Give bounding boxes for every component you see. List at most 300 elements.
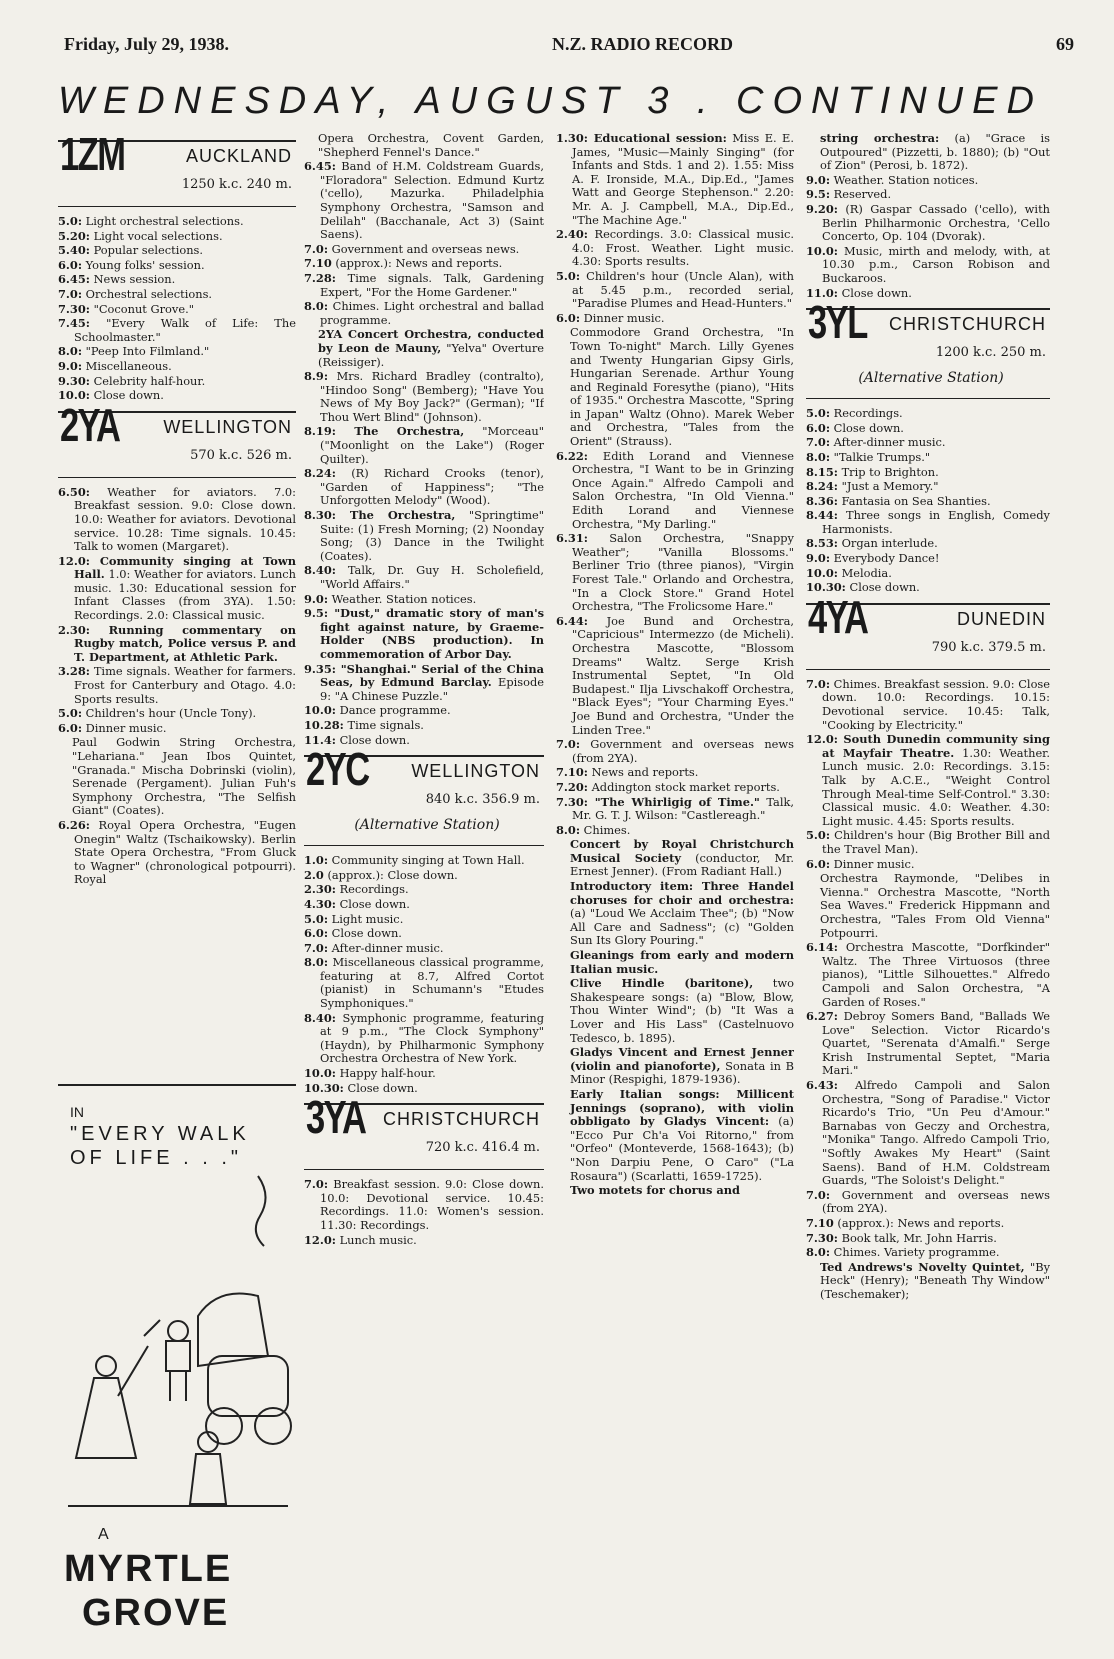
- programme-entry: [304, 719, 544, 733]
- entry-time: 1.30:: [556, 132, 588, 145]
- programme-entry: [806, 1261, 1050, 1302]
- programme-entry: [58, 736, 296, 818]
- entry-time: 1.0:: [304, 853, 329, 868]
- entry-time: 5.0:: [58, 706, 83, 721]
- programme-entry: [304, 854, 544, 868]
- programme-entry: [806, 436, 1050, 450]
- entry-text: "By Heck" (Henry); "Beneath Thy Window" (Teschemaker);: [820, 1259, 1050, 1301]
- station-frequency: 570 k.c. 526 m.: [190, 447, 292, 463]
- entry-time: 4.30:: [304, 896, 336, 911]
- programme-entry: [304, 607, 544, 661]
- entry-bold: South Dunedin community sing at Mayfair Theatre.: [822, 732, 1050, 760]
- entry-text: "Springtime" Suite: (1) Fresh Morning; (2) Noonday Song; (3) Dance in the Twilight (Coates).: [320, 508, 544, 563]
- entry-text: "Just a Memory.": [837, 479, 939, 494]
- entry-bold: Early Italian songs: Millicent Jennings (soprano), with violin obbligato by Gladys Vincent:: [570, 1086, 794, 1129]
- entry-time: 7.20:: [556, 779, 588, 794]
- programme-entry: [556, 132, 794, 227]
- programme-entry: [806, 1189, 1050, 1216]
- entry-bold: Two motets for chorus and: [570, 1183, 740, 1198]
- entry-time: 8.0:: [806, 1245, 831, 1260]
- programme-entry: [304, 1178, 544, 1232]
- entry-time: 7.45:: [58, 316, 90, 331]
- station-box: [806, 296, 1050, 399]
- entry-text: Mrs. Richard Bradley (contralto), "Hindoo Song" (Bemberg); "Have You News of My Boy Jack?" (German); "If Thou Wert Blind" (Johnson).: [320, 369, 544, 424]
- entry-text: Dinner music.: [830, 856, 915, 871]
- entry-time: 7.30:: [58, 301, 90, 316]
- programme-entry: [556, 977, 794, 1045]
- entry-time: 2.40:: [556, 227, 588, 242]
- programme-entry: [58, 486, 296, 554]
- programme-list: [304, 1178, 544, 1247]
- programme-entry: [304, 1234, 544, 1248]
- programme-entry: [58, 303, 296, 317]
- entry-time: 6.0:: [806, 420, 831, 435]
- entry-time: 9.5:: [806, 187, 831, 202]
- entry-time: 8.0:: [806, 449, 831, 464]
- entry-time: 8.30:: [304, 508, 336, 523]
- programme-entry: [58, 215, 296, 229]
- entry-time: 5.40:: [58, 243, 90, 258]
- entry-time: 9.20:: [806, 201, 838, 216]
- entry-text: Sonata in B Minor (Respighi, 1879-1936).: [570, 1058, 794, 1087]
- programme-entry: [304, 1012, 544, 1066]
- entry-text: "Talkie Trumps.": [830, 449, 931, 464]
- entry-text: Symphonic programme, featuring at 9 p.m., "The Clock Symphony" (Haydn), by Philharmonic Symphony Orchestra Orchestra of New York.: [320, 1010, 544, 1066]
- entry-text: Light orchestral selections.: [82, 214, 244, 228]
- entry-text: Music, mirth and melody, with, at 10.30 p.m., Carson Robison and Buckaroos.: [822, 243, 1050, 285]
- entry-text: Children's hour (Uncle Tony).: [82, 706, 257, 721]
- programme-entry: [556, 796, 794, 823]
- programme-entry: [304, 956, 544, 1010]
- entry-text: Opera Orchestra, Covent Garden, "Shepherd Fennel's Dance.": [318, 132, 544, 159]
- entry-time: 6.22:: [556, 448, 588, 463]
- entry-time: 6.43:: [806, 1078, 838, 1093]
- entry-time: 12.0:: [304, 1232, 336, 1247]
- programme-entry: [806, 451, 1050, 465]
- entry-text: Paul Godwin String Orchestra, "Lehariana." Jean Ibos Quintet, "Granada." Mischa Dobrinski (violin), Serenade (Pergament). Julian Fuh's Symphony Orchestra, "The Selfish Giant" (Coates).: [72, 735, 296, 818]
- programme-entry: [806, 941, 1050, 1009]
- entry-text: Edith Lorand and Viennese Orchestra, "I Want to be in Grinzing Once Again." Alfredo Campoli and Salon Orchestra, "In Old Vienna." Edith Lorand and Viennese Orchestra, "My Darling.": [572, 448, 794, 531]
- entry-time: 8.44:: [806, 508, 838, 523]
- entry-text: (R) Gaspar Cassado ('cello), with Berlin Philharmonic Orchestra, 'Cello Concerto, Op. 104 (Dvorak).: [822, 201, 1050, 244]
- programme-entry: [556, 450, 794, 532]
- programme-entry: [304, 869, 544, 883]
- entry-bold: Community singing at Town Hall.: [74, 553, 296, 582]
- entry-text: Commodore Grand Orchestra, "In Town To-night" March. Lilly Gyenes and Twenty Hungarian Gipsy Girls, Hungarian Serenade. Arthur Young and Reginald Foresythe (piano), "Hits of 1935." Orchestra Mascotte, "Spring in Japan" Waltz (Ohno). Marek Weber and Orchestra, "Tales from the Orient" (Strauss).: [570, 325, 794, 449]
- column-2: [304, 132, 544, 1652]
- programme-entry: [806, 407, 1050, 421]
- entry-time: 3.28:: [58, 664, 90, 679]
- entry-text: Recordings. 3.0: Classical music. 4.0: Frost. Weather. Light music. 4.30: Sports results.: [572, 227, 794, 269]
- programme-entry: [304, 898, 544, 912]
- ad-article: A: [98, 1526, 109, 1543]
- entry-time: 7.10: [304, 256, 332, 271]
- entry-text: News and reports.: [587, 765, 699, 780]
- entry-time: 7.0:: [806, 435, 831, 450]
- entry-bold: Introductory item: Three Handel choruses for choir and orchestra:: [570, 879, 794, 907]
- entry-bold: The Orchestra,: [335, 424, 465, 439]
- entry-text: (approx.): Close down.: [323, 867, 458, 882]
- station-frequency: 790 k.c. 379.5 m.: [931, 639, 1046, 655]
- entry-text: Book talk, Mr. John Harris.: [837, 1230, 997, 1245]
- station-callsign: 1ZM: [60, 132, 125, 180]
- programme-entry: [556, 1046, 794, 1087]
- station-frequency: 1250 k.c. 240 m.: [181, 177, 292, 192]
- programme-entry: [304, 883, 544, 897]
- column-4: [806, 132, 1050, 1652]
- entry-time: 6.27:: [806, 1009, 838, 1024]
- entry-text: (a) "Ecco Pur Ch'a Voi Ritorno," from "Orfeo" (Monteverde, 1568-1643); (b) "Non Darpiu Pene, O Caro" ("La Rosaura") (Scarlatti, 1659-1725).: [570, 1114, 794, 1183]
- column-3: [556, 132, 794, 1652]
- programme-entry: [58, 360, 296, 374]
- programme-entry: [556, 228, 794, 269]
- entry-bold: Gleanings from early and modern Italian music.: [570, 948, 794, 976]
- entry-text: Chimes. Breakfast session. 9.0: Close down. 10.0: Recordings. 10.15: Devotional service. 10.45: Talk, "Cooking by Electricity.": [822, 676, 1050, 732]
- ad-illustration: [58, 1166, 296, 1526]
- entry-bold: "Dust," dramatic story of man's fight against nature, by Graeme-Holder (NBS production). In commemoration of Arbor Day.: [320, 606, 544, 661]
- entry-time: 9.0:: [806, 172, 831, 187]
- programme-entry: [304, 467, 544, 508]
- entry-time: 9.0:: [806, 551, 831, 566]
- programme-entry: [58, 722, 296, 736]
- station-box: [58, 132, 296, 207]
- station-box: [304, 1091, 544, 1170]
- station-city: AUCKLAND: [185, 146, 292, 166]
- entry-time: 6.0:: [304, 926, 329, 941]
- entry-text: Close down.: [343, 1080, 418, 1095]
- entry-time: 5.0:: [806, 406, 831, 421]
- entry-bold: "Shanghai." Serial of the China Seas, by Edmund Barclay.: [320, 661, 544, 690]
- entry-text: 1.30: Weather. Lunch music. 2.0: Recordings. 3.15: Talk by A.C.E., "Weight Control Through Meal-time Self-Control." 3.30: Classical music. 4.0: Weather. 4.30: Light music. 4.45: Sports results.: [822, 745, 1050, 828]
- entry-time: 6.44:: [556, 613, 588, 628]
- entry-time: 12.0:: [58, 553, 90, 568]
- entry-time: 12.0:: [806, 732, 838, 747]
- entry-text: Chimes.: [580, 822, 631, 837]
- programme-entry: [556, 838, 794, 879]
- entry-time: 6.14:: [806, 940, 838, 955]
- entry-time: 8.0:: [304, 299, 329, 314]
- entry-text: Time signals. Weather for farmers. Frost for Canterbury and Otago. 4.0: Sports results.: [74, 664, 296, 706]
- programme-entry: [304, 942, 544, 956]
- entry-bold: The Orchestra,: [335, 508, 456, 523]
- entry-time: 5.20:: [58, 228, 90, 243]
- entry-text: Everybody Dance!: [830, 551, 940, 566]
- programme-entry: [806, 422, 1050, 436]
- entry-time: 5.0:: [806, 828, 831, 843]
- ad-brand-line-1: MYRTLE: [64, 1548, 233, 1590]
- programme-entry: [806, 466, 1050, 480]
- programme-entry: [304, 1067, 544, 1081]
- entry-text: Weather. Station notices.: [328, 591, 477, 606]
- entry-text: Children's hour (Uncle Alan), with at 5.45 p.m., recorded serial, "Paradise Plumes and Head-Hunters.": [572, 268, 794, 311]
- programme-entry: [58, 317, 296, 344]
- programme-entry: [304, 593, 544, 607]
- entry-time: 6.0:: [58, 720, 83, 735]
- entry-time: 10.30:: [304, 1080, 344, 1095]
- entry-time: 8.53:: [806, 536, 838, 551]
- station-callsign: 2YA: [60, 398, 120, 451]
- entry-time: 7.30:: [556, 794, 588, 809]
- entry-time: 2.30:: [58, 622, 90, 637]
- programme-entry: [806, 567, 1050, 581]
- station-city: CHRISTCHURCH: [383, 1109, 540, 1130]
- programme-entry: [58, 259, 296, 273]
- programme-entry: [304, 927, 544, 941]
- station-callsign: 3YL: [808, 296, 867, 349]
- entry-text: Community singing at Town Hall.: [328, 853, 525, 868]
- entry-time: 7.0:: [304, 940, 329, 955]
- entry-time: 10.0:: [806, 243, 838, 258]
- entry-time: 6.45:: [58, 272, 90, 287]
- advertisement: [58, 1084, 296, 1652]
- entry-time: 10.0:: [806, 565, 838, 580]
- programme-entry: [556, 532, 794, 614]
- entry-text: Government and overseas news (from 2YA).: [822, 1187, 1050, 1216]
- entry-text: Dinner music.: [580, 310, 665, 325]
- entry-text: Miscellaneous.: [82, 358, 172, 373]
- station-frequency: 840 k.c. 356.9 m.: [425, 792, 540, 808]
- entry-text: Happy half-hour.: [335, 1066, 436, 1081]
- entry-text: "Coconut Grove.": [89, 301, 194, 316]
- programme-entry: [806, 552, 1050, 566]
- programme-list: [304, 854, 544, 1095]
- entry-time: 5.0:: [556, 268, 581, 283]
- entry-text: "Yelva" Overture (Reissiger).: [318, 340, 544, 369]
- entry-text: Young folks' session.: [82, 257, 205, 272]
- programme-entry: [58, 375, 296, 389]
- programme-entry: [806, 1079, 1050, 1188]
- entry-text: Close down.: [837, 285, 912, 300]
- entry-bold: string orchestra:: [820, 132, 940, 145]
- entry-bold: "The Whirligig of Time.": [587, 794, 760, 809]
- entry-text: Recordings.: [830, 406, 903, 421]
- entry-text: Debroy Somers Band, "Ballads We Love" Selection. Victor Ricardo's Quartet, "Serenata d'Amalfi." Serge Krish Instrumental Septet, "Maria Mari.": [822, 1009, 1050, 1078]
- programme-entry: [556, 781, 794, 795]
- entry-text: Salon Orchestra, "Snappy Weather"; "Vanilla Blossoms." Berliner Trio (three pianos), "Virgin Forest Tale." Orlando and Orchestra, "In a Clock Store." Grand Hotel Orchestra, "The Frolicsome Hare.": [572, 531, 794, 614]
- programme-entry: [806, 480, 1050, 494]
- entry-time: 10.0:: [304, 1066, 336, 1081]
- entry-time: 9.5:: [304, 606, 329, 621]
- programme-entry: [556, 738, 794, 765]
- entry-time: 11.0:: [806, 285, 838, 300]
- station-city: WELLINGTON: [163, 416, 292, 437]
- entry-text: two Shakespeare songs: (a) "Blow, Blow, Thou Winter Wind"; (b) "It Was a Lover and His Lass" (Castelnuovo Tedesco, b. 1895).: [570, 976, 794, 1045]
- station-box: [806, 590, 1050, 670]
- page-header: [64, 34, 1074, 58]
- entry-text: Breakfast session. 9.0: Close down. 10.0: Devotional service. 10.45: Recordings. 11.0: Women's session. 11.30: Recordings.: [320, 1177, 544, 1232]
- programme-entry: [806, 537, 1050, 551]
- programme-entry: [556, 1088, 794, 1183]
- programme-entry: [556, 766, 794, 780]
- entry-time: 8.15:: [806, 464, 838, 479]
- entry-time: 10.28:: [304, 717, 344, 732]
- entry-time: 8.19:: [304, 424, 336, 439]
- programme-entry: [58, 345, 296, 359]
- entry-text: Time signals.: [343, 717, 424, 732]
- entry-time: 9.0:: [304, 591, 329, 606]
- day-banner: WEDNESDAY, AUGUST 3 . CONTINUED: [58, 80, 1043, 122]
- entry-time: 7.0:: [304, 241, 329, 256]
- entry-time: 9.35:: [304, 661, 336, 676]
- entry-text: Royal Opera Orchestra, "Eugen Onegin" Waltz (Tschaikowsky). Berlin State Opera Orchestra, "From Gluck to Wagner" (chronological potpourri). Royal: [74, 817, 296, 887]
- entry-text: Addington stock market reports.: [587, 779, 780, 794]
- entry-text: After-dinner music.: [328, 940, 444, 955]
- programme-entry: [304, 509, 544, 563]
- entry-text: Close down.: [845, 580, 920, 595]
- entry-time: 10.30:: [806, 580, 846, 595]
- entry-text: Popular selections.: [89, 243, 203, 258]
- entry-text: Band of H.M. Coldstream Guards, "Floradora" Selection. Edmund Kurtz ('cello), Mazurka. Philadelphia Symphony Orchestra, "Samson and Delilah" (Bacchanale, Act 3) (Saint Saens).: [320, 159, 544, 242]
- programme-entry: [304, 132, 544, 159]
- programme-entry: [304, 425, 544, 466]
- entry-text: "Every Walk of Life: The Schoolmaster.": [74, 316, 296, 344]
- entry-text: Miscellaneous classical programme, featuring at 8.7, Alfred Cortot (pianist) in Schumann's "Etudes Symphoniques.": [320, 955, 544, 1011]
- entry-time: 8.40:: [304, 1010, 336, 1025]
- programme-entry: [556, 270, 794, 311]
- issue-date: Friday, July 29, 1938.: [64, 34, 230, 54]
- entry-time: 9.0:: [58, 358, 83, 373]
- station-callsign: 4YA: [808, 590, 868, 643]
- entry-text: (a) "Loud We Acclaim Thee"; (b) "Now All Care and Sadness"; (c) "Golden Sun Its Glory Pouring.": [570, 906, 794, 948]
- programme-entry: [806, 872, 1050, 940]
- entry-text: Government and overseas news.: [328, 241, 520, 256]
- entry-time: 8.0:: [304, 955, 329, 970]
- programme-entry: [304, 300, 544, 327]
- entry-text: 1.0: Weather for aviators. Lunch music. 1.30: Educational session for Infant Classes (from 3YA). 1.50: Recordings. 2.0: Classical music.: [74, 567, 296, 623]
- entry-text: Time signals. Talk, Gardening Expert, "For the Home Gardener.": [320, 270, 544, 299]
- entry-time: 8.9:: [304, 369, 329, 384]
- page-number: 69: [1056, 34, 1074, 54]
- entry-text: Government and overseas news (from 2YA).: [572, 737, 794, 765]
- entry-text: Trip to Brighton.: [837, 464, 939, 479]
- entry-time: 7.28:: [304, 270, 336, 285]
- entry-time: 8.24:: [304, 466, 336, 481]
- entry-time: 6.50:: [58, 484, 90, 499]
- entry-text: Fantasia on Sea Shanties.: [837, 493, 991, 508]
- programme-entry: [58, 273, 296, 287]
- programme-entry: [806, 1246, 1050, 1260]
- programme-list: [556, 132, 794, 1198]
- programme-entry: [806, 858, 1050, 872]
- entry-text: Dinner music.: [82, 720, 167, 735]
- programme-entry: [556, 824, 794, 838]
- station-callsign: 2YC: [306, 743, 369, 796]
- ad-intro: IN: [70, 1104, 84, 1120]
- entry-text: (a) "Grace is Outpoured" (Pizzetti, b. 1880); (b) "Out of Zion" (Perosi, b. 1872).: [820, 132, 1050, 173]
- entry-bold: Ted Andrews's Novelty Quintet,: [820, 1259, 1025, 1274]
- entry-text: Weather. Station notices.: [830, 172, 979, 187]
- programme-entry: [806, 1217, 1050, 1231]
- entry-text: Lunch music.: [335, 1232, 417, 1247]
- entry-time: 2.0: [304, 867, 324, 882]
- programme-entry: [58, 707, 296, 721]
- programme-entry: [304, 160, 544, 242]
- station-city: DUNEDIN: [956, 608, 1046, 629]
- entry-time: 7.0:: [556, 737, 581, 752]
- entry-time: 6.26:: [58, 817, 90, 832]
- entry-text: Close down.: [830, 420, 904, 435]
- entry-text: (approx.): News and reports.: [833, 1216, 1005, 1230]
- entry-time: 8.0:: [556, 822, 581, 837]
- entry-time: 5.0:: [304, 911, 329, 926]
- entry-text: News session.: [89, 272, 176, 287]
- programme-entry: [58, 230, 296, 244]
- entry-bold: Concert by Royal Christchurch Musical Society: [570, 837, 794, 865]
- entry-text: Reserved.: [830, 187, 892, 202]
- programme-entry: [58, 288, 296, 302]
- programme-entry: [806, 733, 1050, 828]
- entry-time: 8.24:: [806, 479, 838, 494]
- programme-entry: [806, 203, 1050, 244]
- programme-entry: [58, 819, 296, 887]
- programme-entry: [304, 913, 544, 927]
- entry-time: 7.10:: [556, 765, 588, 780]
- publication-name: N.Z. RADIO RECORD: [552, 34, 734, 54]
- programme-entry: [806, 829, 1050, 856]
- entry-text: Orchestra Mascotte, "Dorfkinder" Waltz. The Three Virtuosos (three pianos), "Little Silhouettes." Alfredo Campoli and Salon Orchestra, "A Garden of Roses.": [822, 940, 1050, 1009]
- programme-list: [806, 407, 1050, 595]
- entry-text: Celebrity half-hour.: [89, 373, 206, 388]
- entry-text: (approx.): News and reports.: [331, 256, 503, 271]
- entry-bold: Clive Hindle (baritone),: [570, 976, 754, 991]
- entry-bold: 2YA Concert Orchestra, conducted by Leon de Mauny,: [318, 327, 544, 355]
- entry-text: Light music.: [328, 911, 404, 926]
- programme-entry: [304, 257, 544, 271]
- entry-text: Talk, Mr. G. T. J. Wilson: "Castlereagh.": [572, 794, 794, 823]
- entry-text: Talk, Dr. Guy H. Scholefield, "World Affairs.": [320, 563, 544, 591]
- station-city: CHRISTCHURCH: [889, 314, 1046, 335]
- programme-entry: [556, 1184, 794, 1198]
- entry-text: Chimes. Light orchestral and ballad programme.: [320, 299, 544, 327]
- entry-text: After-dinner music.: [830, 435, 946, 450]
- entry-text: "Morceau" ("Moonlight on the Lake") (Roger Quilter).: [320, 424, 544, 466]
- entry-text: Children's hour (Big Brother Bill and the Travel Man).: [822, 828, 1050, 856]
- entry-time: 5.0:: [58, 214, 83, 228]
- entry-bold: Gladys Vincent and Ernest Jenner (violin and pianoforte),: [570, 1045, 794, 1073]
- programme-entry: [556, 880, 794, 948]
- programme-entry: [556, 312, 794, 326]
- programme-list: [58, 486, 296, 887]
- programme-entry: [806, 188, 1050, 202]
- entry-text: (conductor, Mr. Ernest Jenner). (From Radiant Hall.): [570, 850, 794, 879]
- programme-list: [806, 678, 1050, 1302]
- entry-time: 7.0:: [58, 286, 83, 301]
- entry-text: Recordings.: [335, 882, 409, 897]
- programme-entry: [806, 245, 1050, 286]
- entry-time: 7.0:: [806, 1187, 831, 1202]
- programme-entry: [304, 704, 544, 718]
- entry-text: Close down.: [335, 896, 410, 911]
- entry-text: Orchestra Raymonde, "Delibes in Vienna." Orchestra Mascotte, "North Sea Waves." Frederick Hippmann and Orchestra, "Tales From Old Vienna" Potpourri.: [820, 871, 1050, 940]
- entry-time: 2.30:: [304, 882, 336, 897]
- entry-time: 7.0:: [806, 676, 831, 691]
- programme-list: [58, 215, 296, 403]
- programme-list: [806, 132, 1050, 300]
- programme-entry: [58, 665, 296, 706]
- entry-time: 8.40:: [304, 563, 336, 578]
- entry-time: 10.0:: [58, 388, 90, 403]
- programme-entry: [304, 272, 544, 299]
- entry-text: Episode 9: "A Chinese Puzzle.": [320, 675, 544, 703]
- programme-entry: [556, 615, 794, 737]
- programme-entry: [304, 243, 544, 257]
- entry-time: 7.0:: [304, 1177, 329, 1192]
- programme-entry: [304, 564, 544, 591]
- entry-time: 7.10: [806, 1216, 834, 1230]
- programme-entry: [304, 370, 544, 424]
- ad-slogan: "EVERY WALK OF LIFE . . .": [70, 1123, 250, 1169]
- station-city: WELLINGTON: [411, 761, 540, 782]
